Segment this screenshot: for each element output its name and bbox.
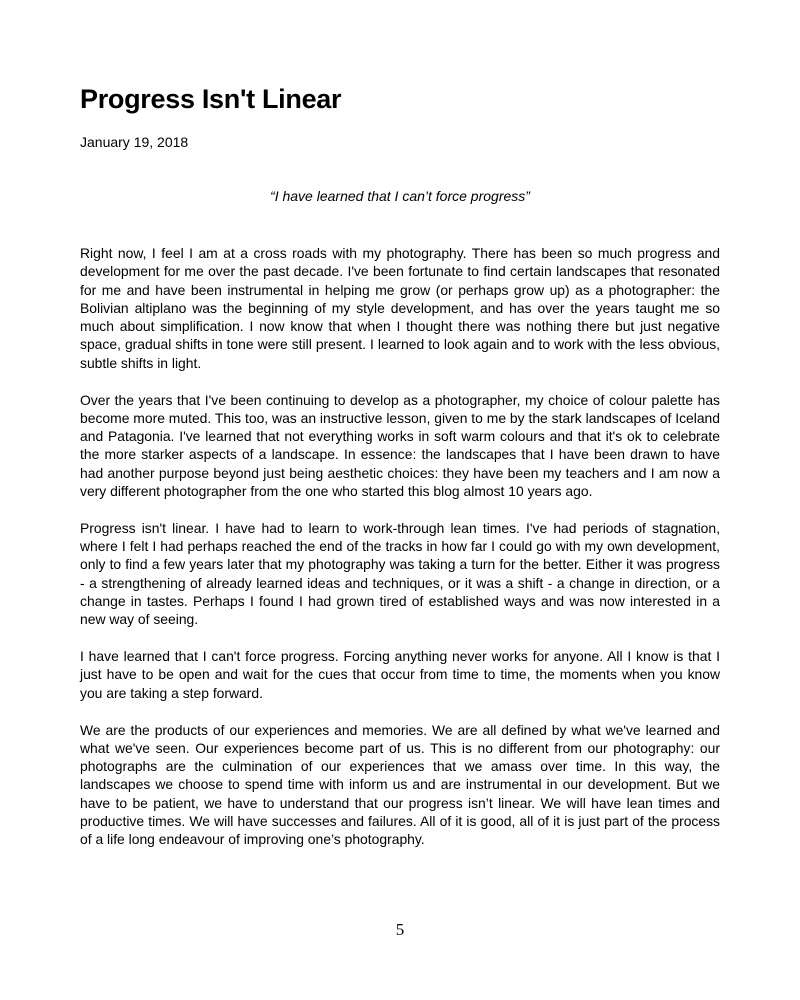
- paragraph-1: Right now, I feel I am at a cross roads with my photography. There has been so much progress and development for me over the past decade. I've been fortunate to find certain landscapes that resonated for me and have been instrumental in helping me grow (or perhaps grow up) as a photographer: the Bolivian altiplano was the beginning of my style development, and has over the years taught me so much about simplification. I now know that when I thought there was nothing there but just negative space, gradual shifts in tone were still present. I learned to look again and to work with the less obvious, subtle shifts in light.: [80, 245, 720, 371]
- page-title: Progress Isn't Linear: [80, 84, 342, 114]
- article-body: [80, 244, 720, 867]
- document-page: [80, 0, 720, 1000]
- pull-quote: “I have learned that I can’t force progress”: [270, 188, 530, 204]
- paragraph-3: Progress isn't linear. I have had to learn to work-through lean times. I've had periods of stagnation, where I felt I had perhaps reached the end of the tracks in how far I could go with my own development, only to find a few years later that my photography was taking a turn for the better. Either it was progress - a strengthening of already learned ideas and techniques, or it was a shift - a change in direction, or a change in tastes. Perhaps I found I had grown tired of established ways and was now interested in a new way of seeing.: [80, 519, 720, 628]
- paragraph-5: We are the products of our experiences and memories. We are all defined by what we've learned and what we've seen. Our experiences become part of us. This is no different from our photography: our photographs are the culmination of our experiences that we amass over time. In this way, the landscapes we choose to spend time with inform us and are instrumental in our development. But we have to be patient, we have to understand that our progress isn’t linear. We will have lean times and productive times. We will have successes and failures. All of it is good, all of it is just part of the process of a life long endeavour of improving one’s photography.: [80, 721, 720, 848]
- paragraph-2: Over the years that I've been continuing to develop as a photographer, my choice of colour palette has become more muted. This too, was an instructive lesson, given to me by the stark landscapes of Iceland and Patagonia. I've learned that not everything works in soft warm colours and that it's ok to celebrate the more starker aspects of a landscape. In essence: the landscapes that I have been drawn to have had another purpose beyond just being aesthetic choices: they have been my teachers and I am now a very different photographer from the one who started this blog almost 10 years ago.: [80, 391, 720, 500]
- page-number: 5: [395, 920, 405, 939]
- post-date: January 19, 2018: [80, 134, 189, 150]
- paragraph-4: I have learned that I can't force progress. Forcing anything never works for anyone. All I know is that I just have to be open and wait for the cues that occur from time to time, the moments when you know you are taking a step forward.: [80, 648, 720, 701]
